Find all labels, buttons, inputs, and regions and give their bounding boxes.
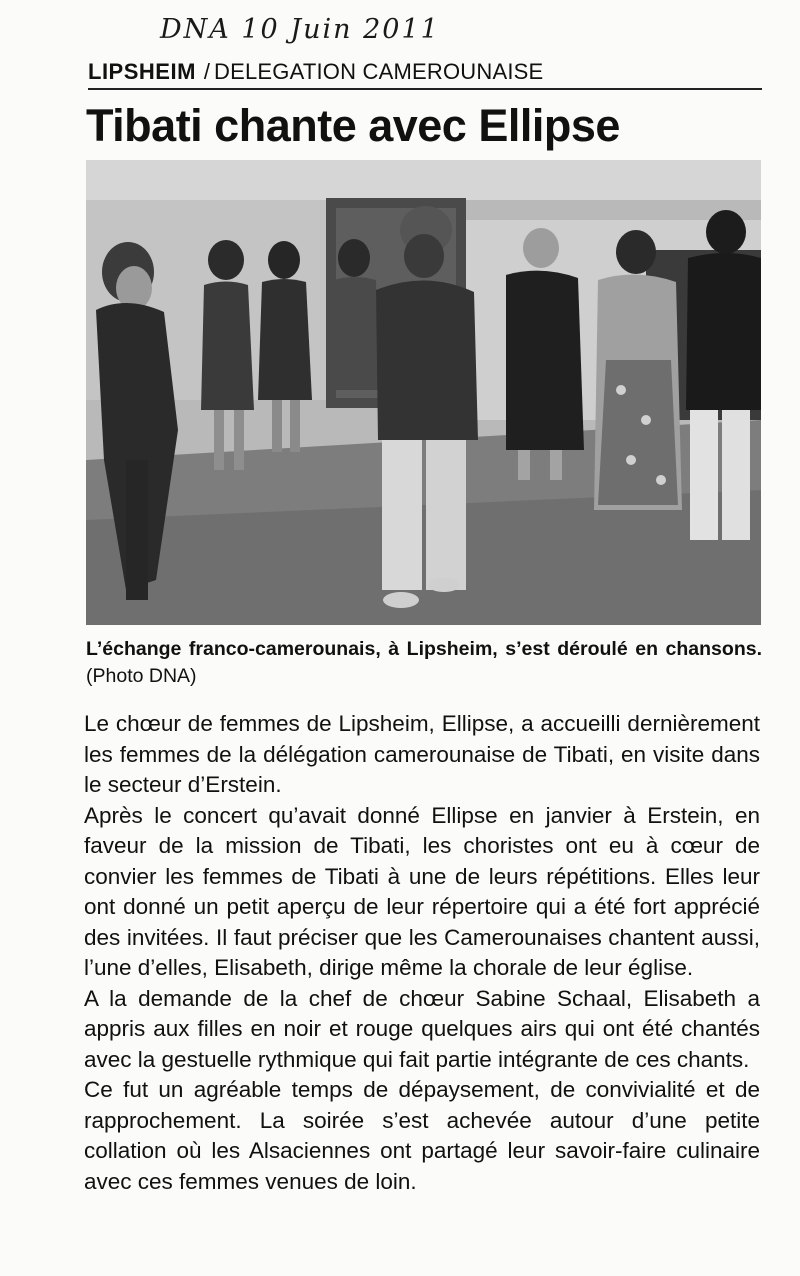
kicker-separator: / [203, 59, 211, 84]
article-kicker [88, 58, 762, 90]
photo-caption [86, 636, 762, 690]
article-paragraph: A la demande de la chef de chœur Sabine Schaal, Elisabeth a appris aux filles en noir et rouge quelques airs qui ont été chantés avec la gestuelle rythmique qui fait partie intégrante de ces chants. [84, 985, 760, 1072]
article-paragraph: Ce fut un agréable temps de dépaysement, de convivialité et de rapprochement. La soirée s’est achevée autour d’une petite collation où les Alsaciennes ont partagé leur savoir-faire culinaire avec ces femmes venues de loin. [84, 1077, 760, 1194]
kicker-section: DELEGATION CAMEROUNAISE [214, 59, 544, 84]
caption-text: L’échange franco-camerounais, à Lipsheim, s’est déroulé en chansons. [86, 638, 762, 660]
article-paragraph: Après le concert qu’avait donné Ellipse en janvier à Erstein, en faveur de la mission de Tibati, les choristes ont eu à cœur de convier les femmes de Tibati à une de leurs répétitions. Elles leur ont donné un petit aperçu de leur répertoire qui a été fort apprécié des invitées. Il faut préciser que les Camerounaises chantent aussi, l’une d’elles, Elisabeth, dirige même la chorale de leur église. [84, 802, 760, 980]
handwritten-date-note: DNA 10 Juin 2011 [160, 14, 440, 45]
article-paragraph: Le chœur de femmes de Lipsheim, Ellipse, a accueilli dernièrement les femmes de la délégation camerounaise de Tibati, en visite dans le secteur d’Erstein. [84, 711, 760, 797]
article-photo [86, 160, 761, 625]
article-body [84, 709, 760, 1197]
kicker-location: LIPSHEIM [88, 59, 196, 84]
article-headline: Tibati chante avec Ellipse [86, 100, 620, 151]
caption-credit: (Photo DNA) [86, 665, 197, 687]
group-photo-image [86, 160, 761, 625]
